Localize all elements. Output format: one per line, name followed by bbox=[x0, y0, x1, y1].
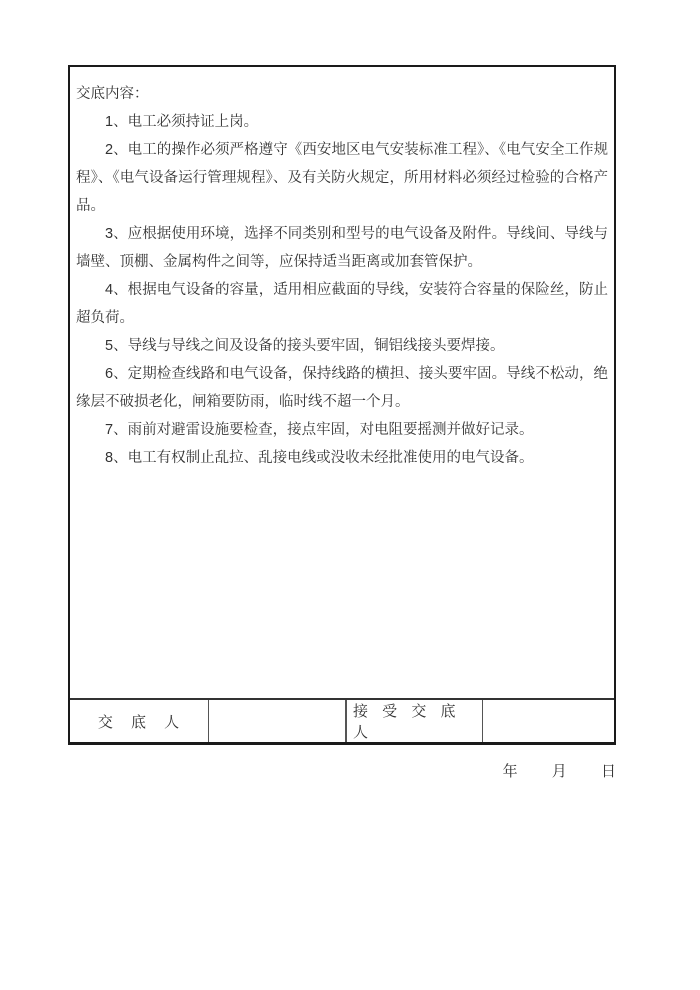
date-month-label: 月 bbox=[551, 763, 567, 780]
receiver-label: 接 受 交 底 人 bbox=[353, 703, 461, 741]
list-item-3: 3、应根据使用环境，选择不同类别和型号的电气设备及附件。导线间、导线与墙壁、顶棚、金属构件之间等，应保持适当距离或加套管保护。 bbox=[76, 226, 608, 270]
date-line bbox=[503, 760, 616, 781]
list-item-7: 7、雨前对避雷设施要检查，接点牢固，对电阻要摇测并做好记录。 bbox=[105, 422, 534, 438]
receiver-label-cell bbox=[345, 700, 482, 742]
date-year-label: 年 bbox=[502, 763, 518, 780]
signature-row bbox=[70, 698, 614, 742]
list-item-4: 4、根据电气设备的容量，适用相应截面的导线，安装符合容量的保险丝，防止超负荷。 bbox=[76, 282, 608, 326]
list-item-2: 2、电工的操作必须严格遵守《西安地区电气安装标准工程》、《电气安全工作规程》、《电气设备运行管理规程》、及有关防火规定，所用材料必须经过检验的合格产品。 bbox=[76, 142, 608, 214]
receiver-signature-cell[interactable] bbox=[482, 700, 614, 742]
discloser-signature-cell[interactable] bbox=[208, 700, 345, 742]
discloser-label-cell bbox=[70, 700, 208, 742]
list-item-5: 5、导线与导线之间及设备的接头要牢固，铜铝线接头要焊接。 bbox=[105, 338, 505, 354]
list-item-6: 6、定期检查线路和电气设备，保持线路的横担、接头要牢固。导线不松动，绝缘层不破损老化，闸箱要防雨，临时线不超一个月。 bbox=[76, 366, 608, 410]
list-item-1: 1、电工必须持证上岗。 bbox=[105, 114, 259, 130]
content-label: 交底内容： bbox=[76, 86, 149, 102]
disclosure-table bbox=[68, 65, 616, 745]
disclosure-content-cell bbox=[70, 67, 614, 698]
list-item-8: 8、电工有权制止乱拉、乱接电线或没收未经批准使用的电气设备。 bbox=[105, 450, 534, 466]
date-day-label: 日 bbox=[600, 763, 616, 780]
discloser-label: 交 底 人 bbox=[97, 713, 187, 731]
